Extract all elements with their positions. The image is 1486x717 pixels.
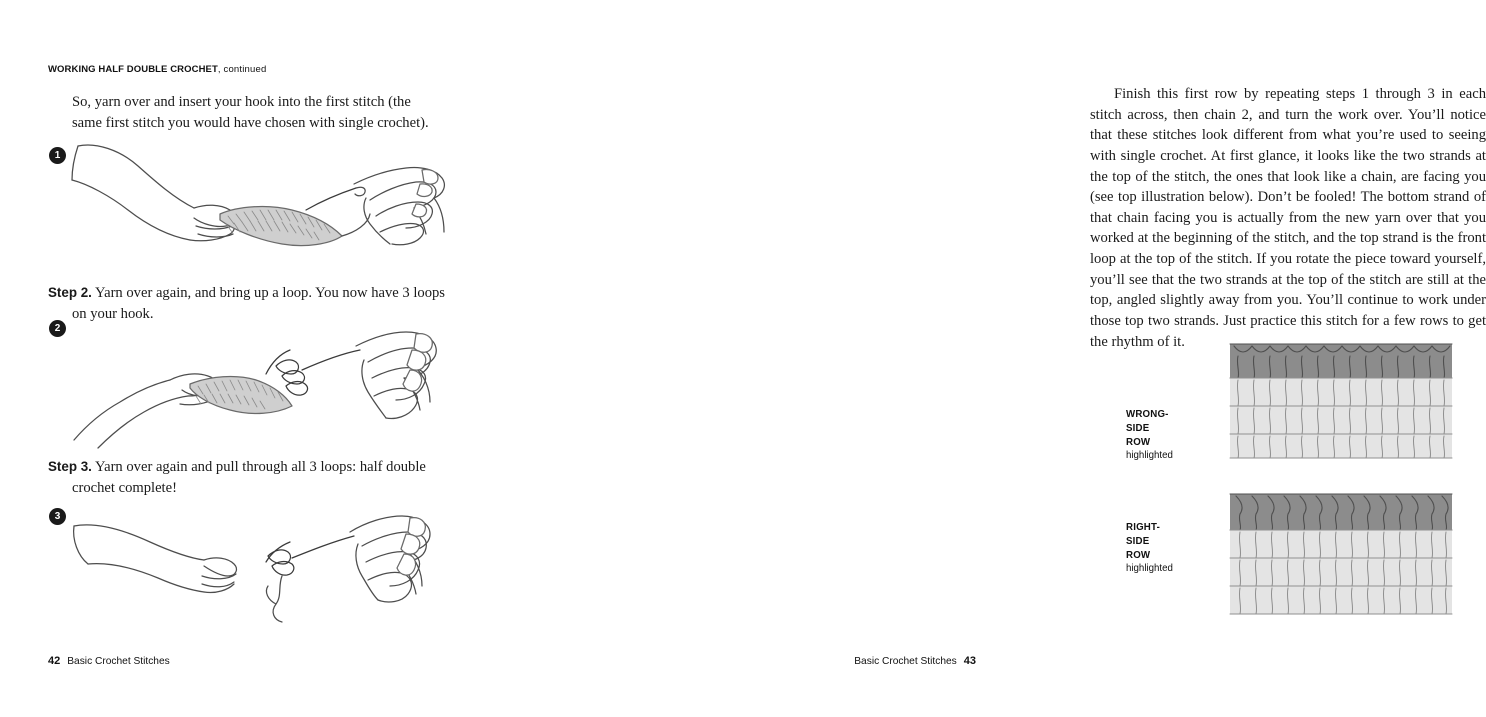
right-column-body [1090,84,1486,352]
running-head [48,64,266,75]
caption-title-wrong-side: WRONG-SIDE ROW [1126,409,1169,448]
folio-text-right: Basic Crochet Stitches [854,656,957,667]
folio-left [48,655,170,667]
illustration-hands-crocheting-step-3 [70,500,440,628]
folio-text-left: Basic Crochet Stitches [67,656,170,667]
illustration-crochet-swatch-wrong-side-row [1228,340,1454,462]
folio-right [854,655,976,667]
step-3-block [48,457,448,498]
left-page [0,0,512,717]
caption-subtitle-wrong-side: highlighted [1126,450,1173,462]
caption-right-side-row [1126,521,1173,576]
step-2-label: Step 2. [48,285,92,300]
step-2-text: Yarn over again, and bring up a loop. You now have 3 loops on your hook. [72,285,445,322]
illustration-hands-crocheting-step-2 [70,318,440,450]
illustration-hands-crocheting-step-1 [70,140,448,268]
right-body-paragraph: Finish this first row by repeating steps 1 through 3 in each stitch across, then chain 2, and turn the work over. You’ll notice that these stitches look different from what you’re used to seeing with single crochet. At first glance, it looks like the two strands at the top of the stitch, the ones that look like a chain, are facing you (see top illustration below). Don’t be fooled! The bottom strand of that chain facing you is actually from the new yarn over that you worked at the beginning of the stitch, and the top strand is the front loop at the top of the stitch. If you rotate the piece toward yourself, you’ll see that the two strands at the top of the stitch are still at the top, angled slightly away from you. You’ll continue to work under those top two strands. Just practice this stitch for a few rows to get the rhythm of it. [1090,86,1486,350]
running-head-title: WORKING HALF DOUBLE CROCHET [48,64,218,75]
step-3-label: Step 3. [48,459,92,474]
step-number-badge-1: 1 [49,147,66,164]
caption-wrong-side-row [1126,408,1173,463]
step-number-badge-3: 3 [49,508,66,525]
caption-title-right-side: RIGHT-SIDE ROW [1126,522,1160,561]
caption-subtitle-right-side: highlighted [1126,563,1173,575]
right-page [512,0,1486,717]
step-number-badge-2: 2 [49,320,66,337]
page-number-right: 43 [963,655,976,667]
step-3-text: Yarn over again and pull through all 3 loops: half double crochet complete! [72,459,426,496]
intro-paragraph: So, yarn over and insert your hook into the first stitch (the same first stitch you would have chosen with single crochet). [72,94,429,131]
illustration-crochet-swatch-right-side-row [1228,490,1454,618]
page-number-left: 42 [48,655,61,667]
running-head-continued: , continued [217,64,267,75]
